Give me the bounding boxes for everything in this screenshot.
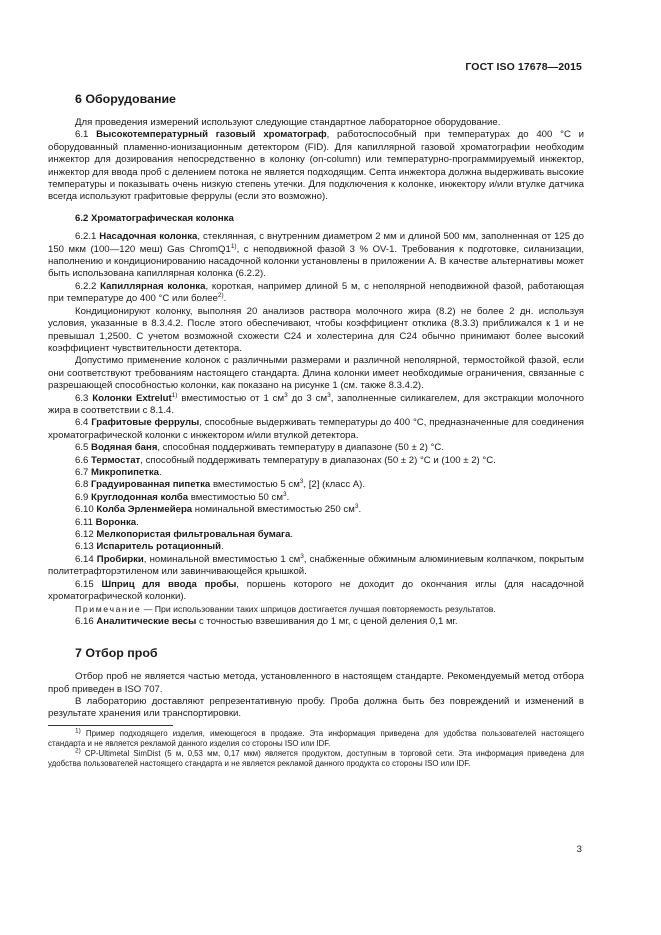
item-term: Колба Эрленмейера: [96, 504, 193, 516]
footnotes: [48, 729, 584, 770]
page-content: [48, 92, 584, 770]
item-term: Высокотемпературный газовый хроматограф: [96, 129, 327, 141]
item-text: с точностью взвешивания до 1 мг, с ценой деления 0,1 мг.: [196, 615, 458, 627]
item-text: номинальной вместимостью 250 см: [192, 504, 355, 516]
unit-superscript: 3: [284, 391, 288, 399]
item-text: .: [136, 516, 139, 528]
footnote-2: [48, 749, 584, 769]
item-term: Аналитические весы: [96, 615, 197, 627]
item-text: .: [221, 541, 224, 553]
item-term: Графитовые феррулы: [91, 417, 200, 429]
item-text: , способная поддерживать температуру в диапазоне (50 ± 2) °С.: [157, 442, 445, 454]
item-6-5: [48, 442, 584, 454]
item-text: , снабженные обжимным алюминиевым колпачком, покрытым политетрафторэтиленом или завинчивающейся крышкой.: [48, 553, 584, 578]
unit-superscript: 3: [282, 490, 287, 498]
footnote-ref: 1): [230, 242, 237, 250]
item-text: , способные выдерживать температуры до 400 °С, предназначенные для соединения хроматографической колонки с инжектором и/или втулкой детектора.: [48, 417, 584, 441]
item-number: 6.3: [75, 392, 89, 404]
item-number: 6.2.2: [75, 280, 97, 292]
footnote-mark: 2): [75, 747, 81, 755]
item-number: 6.14: [75, 553, 94, 565]
note-text: — При использовании таких шприцов достигается лучшая повторяемость результатов.: [141, 604, 496, 615]
item-term: Колонки Extrelut: [92, 392, 172, 404]
unit-superscript: 3: [299, 478, 304, 486]
item-number: 6.1: [75, 129, 89, 141]
item-text: .: [286, 491, 290, 503]
item-6-7: [48, 467, 584, 479]
item-text: вместимостью 5 см: [210, 479, 300, 491]
item-6-12: [48, 529, 584, 541]
footnote-mark: 1): [75, 727, 81, 735]
item-number: 6.8: [75, 479, 89, 491]
item-number: 6.7: [75, 466, 89, 478]
footnote-1: [48, 729, 584, 749]
standard-header: ГОСТ ISO 17678—2015: [465, 61, 582, 73]
item-number: 6.9: [75, 491, 89, 503]
item-term: Микропипетка: [91, 466, 159, 478]
footnote-ref: 1): [171, 391, 178, 399]
item-text: до 3 см: [287, 392, 328, 404]
item-6-6: [48, 455, 584, 467]
unit-superscript: 3: [327, 391, 331, 399]
footnote-ref: 2): [217, 292, 224, 300]
item-text: , работоспособный при температурах до 400 °С и оборудованный пламенно-ионизационным детектором (FID). Для капиллярной газовой хроматографии необходим инжектор для дозирования непосредственно в колонку (on-column) или температурно-программируемый инжектор, инжектор для ввода проб с делением потока не является подходящим. Септа инжектора должна выдерживать высокие температуры и показывать очень низкую степень утечки. Для подключения к колонке, инжектору и/или втулке датчика всегда используют графитовые феррулы (если это возможно).: [48, 129, 584, 203]
item-text: .: [358, 504, 362, 516]
item-term: Термостат: [91, 454, 141, 466]
item-6-1: [48, 129, 584, 203]
section-6-heading: 6 Оборудование: [75, 92, 176, 106]
section-6-intro: Для проведения измерений используют следующие стандартное лабораторное оборудование.: [75, 117, 501, 128]
item-number: 6.13: [75, 541, 94, 553]
page-number: 3: [576, 844, 582, 855]
item-number: 6.6: [75, 454, 89, 466]
item-text: , способный поддерживать температуру в диапазонах (50 ± 2) °С и (100 ± 2) °С.: [140, 454, 496, 466]
item-text: , стеклянная, с внутренним диаметром 2 мм и длиной 500 мм, заполненная от 125 до 150 мкм (100—120 меш) Gas ChromQ1: [48, 231, 584, 255]
item-number: 6.16: [75, 615, 94, 627]
item-6-10: [48, 504, 584, 516]
item-text: .: [290, 529, 294, 540]
note-label: Примечание: [75, 604, 142, 615]
note: [48, 603, 584, 615]
section-7-paragraph-2: В лабораторию доставляют репрезентативную пробу. Проба должна быть без повреждений и изменений в результате хранения или транспортировки.: [48, 696, 584, 720]
item-6-8: [48, 479, 584, 491]
item-number: 6.12: [75, 529, 94, 540]
item-number: 6.15: [75, 578, 94, 590]
item-term: Испаритель ротационный: [96, 541, 222, 553]
footnote-text: CP-Ultimetal SimDist (5 м, 0,53 мм, 0,17 мкм) является продуктом, доступным в торговой сети. Эта информация приведена для удобства пользователей настоящего стандарта и не является рекламой данного продукта со стороны ISO или IDF.: [48, 749, 584, 769]
item-term: Воронка: [95, 516, 137, 528]
item-text: , заполненные силикагелем, для экстракции молочного жира в соответствии с 8.1.4.: [48, 392, 584, 416]
item-text: вместимостью 50 см: [188, 491, 283, 503]
item-text: , с неподвижной фазой 3 % OV-1. Требования к подготовке, силанизации, наполнению и кондиционированию насадочной колонки установлены в приложении А. В качестве альтернативы может быть использована капиллярная колонка (6.2.2).: [48, 243, 584, 280]
item-6-16: [48, 616, 584, 628]
item-number: 6.2.1: [75, 231, 97, 243]
item-text: .: [158, 466, 162, 478]
item-term: Капиллярная колонка: [100, 280, 206, 292]
footnote-divider: [48, 725, 173, 726]
item-text: вместимостью от 1 см: [177, 392, 285, 404]
item-number: 6.11: [75, 516, 93, 528]
item-number: 6.10: [75, 504, 94, 516]
item-6-14: [48, 554, 584, 579]
item-6-4: [48, 417, 584, 442]
item-term: Водяная баня: [91, 442, 158, 454]
item-6-2-2: [48, 281, 584, 306]
section-7-paragraph-1: Отбор проб не является частью метода, установленного в настоящем стандарте. Рекомендуемый метод отбора проб приведен в ISO 707.: [48, 671, 584, 695]
item-term: Пробирки: [96, 553, 144, 565]
unit-superscript: 3: [300, 552, 304, 560]
item-6-2-1: [48, 231, 584, 281]
item-text: , номинальной вместимостью 1 см: [143, 553, 301, 565]
item-number: 6.5: [75, 442, 89, 454]
item-6-13: [48, 541, 584, 553]
item-text: , [2] (класс А).: [303, 479, 366, 491]
item-term: Градуированная пипетка: [91, 479, 211, 491]
item-term: Насадочная колонка: [99, 231, 198, 243]
conditioning-paragraph: Кондиционируют колонку, выполняя 20 анализов раствора молочного жира (8.2) не более 2 дн. используя условия, указанные в 8.3.4.2. После этого обеспечивают, чтобы коэффициент отклика (8.3.3) приближался к 1 и не превышал 1,2500. С учетом возможной схожести С24 и холестерина для С24 обычно принимают более высокий коэффициент чувствительности детектора.: [48, 305, 584, 354]
allowed-columns-paragraph: Допустимо применение колонок с различными размерами и различной неполярной, термостойкой фазой, если они соответствуют требованиям настоящего стандарта. Длина колонки имеет необходимые ограничения, связанные с разрешающей способностью колонки, как показано на рисунке 1 (см. также 8.3.4.2).: [48, 355, 584, 392]
item-text: .: [223, 293, 227, 305]
footnote-text: Пример подходящего изделия, имеющегося в продаже. Эта информация приведена для удобства пользователей настоящего стандарта и не является рекламой данного изделия со стороны ISO или IDF.: [48, 728, 584, 749]
item-term: Круглодонная колба: [91, 491, 189, 503]
subsection-6-2-heading: 6.2 Хроматографическая колонка: [75, 212, 234, 224]
item-term: Шприц для ввода пробы: [101, 578, 237, 590]
item-6-3: [48, 393, 584, 418]
item-text: , поршень которого не доходит до окончания иглы (для насадочной хроматографической колонки).: [48, 578, 584, 603]
item-6-9: [48, 492, 584, 504]
section-7-heading: 7 Отбор проб: [75, 646, 158, 661]
item-number: 6.4: [75, 417, 89, 429]
item-6-15: [48, 579, 584, 604]
item-text: , короткая, например длиной 5 м, с неполярной неподвижной фазой, работающая при температуре до 400 °С или более: [48, 280, 584, 305]
item-term: Мелкопористая фильтровальная бумага: [96, 529, 291, 540]
item-6-11: [48, 517, 584, 529]
unit-superscript: 3: [354, 503, 359, 510]
